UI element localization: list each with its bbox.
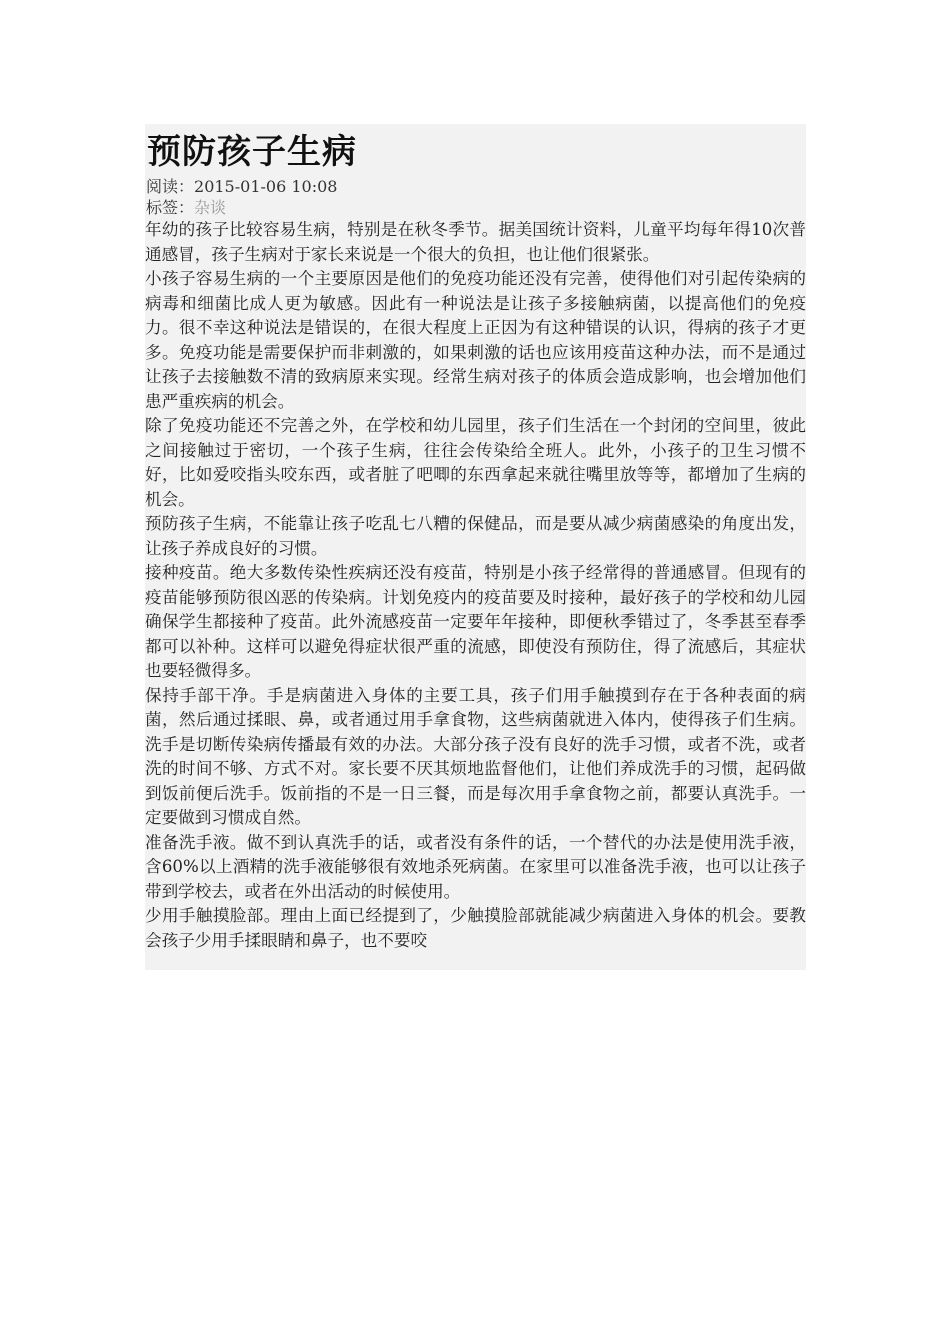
article-meta-tags [145,197,806,218]
paragraph: 保持手部干净。手是病菌进入身体的主要工具，孩子们用手触摸到存在于各种表面的病菌，然后通过揉眼、鼻，或者通过用手拿食物，这些病菌就进入体内，使得孩子们生病。洗手是切断传染病传播最有效的办法。大部分孩子没有良好的洗手习惯，或者不洗，或者洗的时间不够、方式不对。家长要不厌其烦地监督他们，让他们养成洗手的习惯，起码做到饭前便后洗手。饭前指的不是一日三餐，而是每次用手拿食物之前，都要认真洗手。一定要做到习惯成自然。 [145,685,806,827]
paragraph: 接种疫苗。绝大多数传染性疾病还没有疫苗，特别是小孩子经常得的普通感冒。但现有的疫苗能够预防很凶恶的传染病。计划免疫内的疫苗要及时接种，最好孩子的学校和幼儿园确保学生都接种了疫苗。此外流感疫苗一定要年年接种，即便秋季错过了，冬季甚至春季都可以补种。这样可以避免得症状很严重的流感，即使没有预防住，得了流感后，其症状也要轻微得多。 [145,563,806,680]
article-body [145,218,806,953]
article-meta-date [145,176,806,197]
paragraph: 除了免疫功能还不完善之外，在学校和幼儿园里，孩子们生活在一个封闭的空间里，彼此之间接触过于密切，一个孩子生病，往往会传染给全班人。此外，小孩子的卫生习惯不好，比如爱咬指头咬东西，或者脏了吧唧的东西拿起来就往嘴里放等等，都增加了生病的机会。 [145,416,806,509]
paragraph: 小孩子容易生病的一个主要原因是他们的免疫功能还没有完善，使得他们对引起传染病的病毒和细菌比成人更为敏感。因此有一种说法是让孩子多接触病菌，以提高他们的免疫力。很不幸这种说法是错误的，在很大程度上正因为有这种错误的认识，得病的孩子才更多。免疫功能是需要保护而非刺激的，如果刺激的话也应该用疫苗这种办法，而不是通过让孩子去接触数不清的致病原来实现。经常生病对孩子的体质会造成影响，也会增加他们患严重疾病的机会。 [145,269,806,411]
paragraph: 预防孩子生病，不能靠让孩子吃乱七八糟的保健品，而是要从减少病菌感染的角度出发，让孩子养成良好的习惯。 [145,514,806,558]
publish-date: 2015-01-06 10:08 [194,177,338,196]
paragraph: 年幼的孩子比较容易生病，特别是在秋冬季节。据美国统计资料，儿童平均每年得10次普通感冒，孩子生病对于家长来说是一个很大的负担，也让他们很紧张。 [145,220,806,264]
paragraph: 准备洗手液。做不到认真洗手的话，或者没有条件的话，一个替代的办法是使用洗手液，含60%以上酒精的洗手液能够很有效地杀死病菌。在家里可以准备洗手液，也可以让孩子带到学校去，或者在外出活动的时候使用。 [145,832,806,901]
paragraph: 少用手触摸脸部。理由上面已经提到了，少触摸脸部就能减少病菌进入身体的机会。要教会孩子少用手揉眼睛和鼻子，也不要咬 [145,906,806,950]
tag-link[interactable]: 杂谈 [194,198,227,217]
read-label: 阅读： [146,177,195,196]
article-title: 预防孩子生病 [147,132,357,172]
tags-label: 标签： [146,198,195,217]
article [145,124,806,970]
